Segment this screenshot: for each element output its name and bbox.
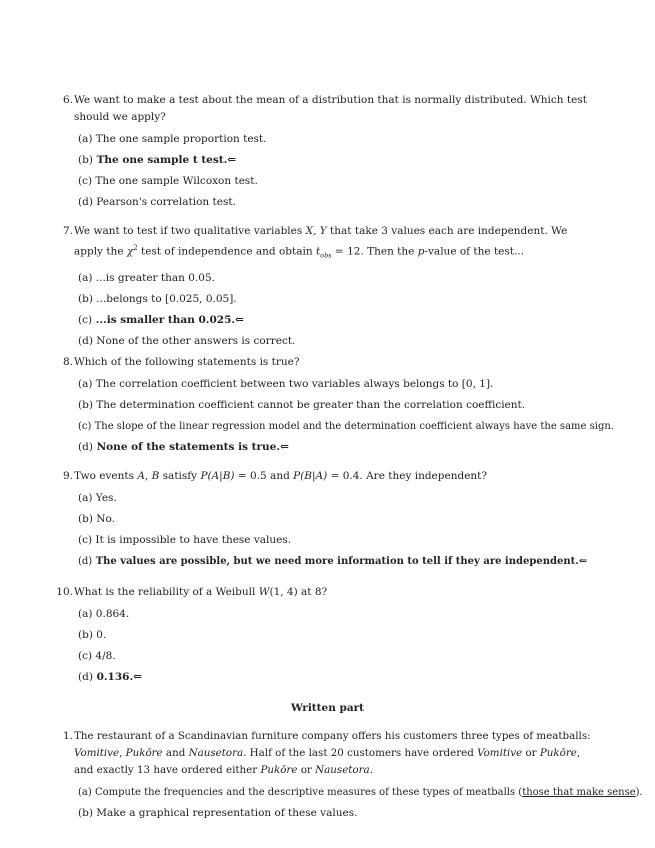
question-number: 8. — [62, 356, 73, 368]
math-events: A, B — [137, 470, 160, 482]
section-heading: Written part — [290, 702, 365, 714]
option-label: (c) — [78, 421, 92, 432]
option-b[interactable] — [78, 397, 595, 418]
math-t: t — [315, 245, 321, 258]
meatball-name: Pukōre — [125, 747, 163, 759]
question-number: 10. — [56, 586, 73, 598]
answer-options — [78, 376, 614, 460]
option-a[interactable] — [78, 376, 595, 397]
option-label: (d) — [78, 334, 93, 347]
option-label: (a) — [78, 133, 93, 145]
option-text: The one sample Wilcoxon test. — [95, 175, 258, 187]
answer-options — [78, 490, 595, 574]
meatball-name: Vomitive — [74, 747, 120, 759]
option-label: (a) — [78, 492, 93, 504]
option-label: (a) — [78, 787, 92, 798]
meatball-name: Nausetora — [315, 764, 370, 776]
question-text — [74, 584, 595, 601]
option-d-correct[interactable] — [78, 439, 595, 460]
option-text: 4/8. — [95, 650, 116, 662]
answer-options — [78, 131, 595, 215]
option-label: (b) — [78, 513, 93, 525]
question-9 — [55, 468, 595, 574]
meatball-name: Vomitive — [477, 747, 523, 759]
math-subscript: obs — [320, 251, 332, 260]
option-text: None of the statements is true.⇐ — [96, 441, 289, 453]
option-a[interactable] — [78, 606, 595, 627]
question-6 — [55, 92, 595, 215]
option-label: (a) — [78, 378, 93, 390]
math-p: p — [417, 245, 425, 258]
text-fragment: that take 3 values each are independent. We apply the — [74, 225, 568, 258]
option-c[interactable] — [78, 173, 595, 194]
question-number: 9. — [62, 470, 73, 482]
option-label: (b) — [78, 399, 93, 411]
option-text: The slope of the linear regression model and the determination coefficient always have the same sign. — [94, 421, 614, 432]
option-label: (c) — [78, 534, 93, 546]
text-fragment: Two events — [74, 470, 138, 482]
option-d[interactable] — [78, 194, 595, 215]
text-fragment: = 12. Then the — [331, 245, 418, 258]
option-d[interactable] — [78, 333, 595, 354]
text-fragment: or — [297, 764, 316, 776]
option-text: The correlation coefficient between two variables always belongs to [0, 1]. — [95, 378, 494, 390]
text-fragment: or — [522, 747, 540, 759]
option-text: ...is greater than 0.05. — [95, 271, 215, 284]
option-text: It is impossible to have these values. — [95, 534, 292, 546]
option-label: (d) — [78, 196, 93, 208]
question-number: 6. — [62, 94, 73, 106]
problem-text — [74, 728, 595, 779]
option-label: (c) — [78, 650, 93, 662]
text-fragment: test of independence and obtain — [137, 245, 316, 258]
text-fragment: . — [369, 764, 373, 776]
answer-options — [78, 270, 595, 354]
question-8 — [55, 354, 614, 460]
option-text: The one sample t test.⇐ — [96, 154, 237, 166]
option-label: (b) — [78, 292, 93, 305]
question-number: 7. — [62, 225, 73, 237]
answer-options — [78, 606, 595, 690]
option-d-correct[interactable] — [78, 553, 595, 574]
option-a[interactable] — [78, 490, 595, 511]
option-text: 0.864. — [95, 608, 130, 620]
option-c[interactable] — [78, 532, 595, 553]
text-fragment: satisfy — [159, 470, 201, 482]
option-text: Yes. — [95, 492, 117, 504]
text-fragment: We want to test if two qualitative variables — [74, 225, 306, 237]
option-text: ...belongs to [0.025, 0.05]. — [96, 292, 237, 305]
question-text: Which of the following statements is true? — [74, 356, 300, 368]
math-superscript: 2 — [133, 244, 138, 252]
question-text — [74, 468, 595, 485]
question-7 — [55, 223, 595, 354]
question-text: We want to make a test about the mean of a distribution that is normally distributed. Which test should we apply? — [74, 94, 587, 123]
option-c-correct[interactable] — [78, 312, 595, 333]
option-a[interactable] — [78, 131, 595, 152]
option-text: The one sample proportion test. — [95, 133, 267, 145]
written-problem-1 — [55, 728, 643, 826]
option-label: (d) — [78, 556, 93, 567]
option-label: (d) — [78, 671, 93, 683]
text-fragment: . Half of the last 20 customers have ordered — [243, 747, 478, 759]
part-text: Compute the frequencies and the descriptive measures of these types of meatballs ( — [94, 787, 523, 798]
text-fragment: The restaurant of a Scandinavian furniture company offers his customers three types of meatballs: — [74, 730, 591, 742]
underlined-text: those that make sense — [522, 787, 636, 798]
option-text: 0. — [96, 629, 107, 641]
option-text: The values are possible, but we need more information to tell if they are independent.⇐ — [95, 556, 588, 567]
meatball-name: Pukōre — [539, 747, 577, 759]
math-prob-b-given-a: P(B|A) — [293, 470, 328, 482]
option-label: (b) — [78, 629, 93, 641]
math-variables: X, Y — [305, 225, 327, 237]
option-text: 0.136.⇐ — [96, 671, 142, 683]
option-label: (b) — [78, 154, 93, 166]
text-fragment: , and exactly 13 have ordered either — [74, 747, 581, 776]
option-a[interactable] — [78, 270, 595, 291]
text-fragment: and — [162, 747, 189, 759]
option-b[interactable] — [78, 627, 595, 648]
part-b — [78, 805, 595, 826]
math-chi: χ — [126, 245, 134, 258]
question-text — [74, 223, 595, 265]
meatball-name: Nausetora — [188, 747, 244, 759]
text-fragment: = 0.4. Are they independent? — [327, 470, 488, 482]
option-b[interactable] — [78, 291, 595, 312]
option-c[interactable] — [78, 648, 595, 669]
option-text: The determination coefficient cannot be greater than the correlation coefficient. — [96, 399, 526, 411]
math-prob-a-given-b: P(A|B) — [200, 470, 235, 482]
option-label: (c) — [78, 175, 93, 187]
option-b-correct[interactable] — [78, 152, 595, 173]
option-label: (b) — [78, 807, 93, 819]
option-text: ...is smaller than 0.025.⇐ — [95, 313, 244, 326]
option-text: None of the other answers is correct. — [96, 334, 296, 347]
option-text: Pearson's correlation test. — [96, 196, 236, 208]
part-text: Make a graphical representation of these values. — [96, 807, 358, 819]
option-d-correct[interactable] — [78, 669, 595, 690]
text-fragment: (1, 4) at 8? — [269, 586, 328, 598]
problem-number: 1. — [62, 730, 73, 742]
question-10 — [55, 584, 595, 690]
text-fragment: -value of the test... — [424, 245, 524, 258]
problem-parts — [78, 784, 643, 826]
part-a — [78, 784, 643, 805]
option-c[interactable] — [78, 418, 614, 439]
option-b[interactable] — [78, 511, 595, 532]
text-fragment: = 0.5 and — [234, 470, 294, 482]
math-w: W — [258, 586, 270, 598]
meatball-name: Pukōre — [260, 764, 298, 776]
option-label: (d) — [78, 441, 93, 453]
option-label: (a) — [78, 271, 93, 284]
option-text: No. — [96, 513, 115, 525]
option-label: (c) — [78, 313, 93, 326]
part-text: ). — [635, 787, 643, 798]
option-label: (a) — [78, 608, 93, 620]
text-fragment: What is the reliability of a Weibull — [74, 586, 259, 598]
text-fragment: , — [119, 747, 126, 759]
